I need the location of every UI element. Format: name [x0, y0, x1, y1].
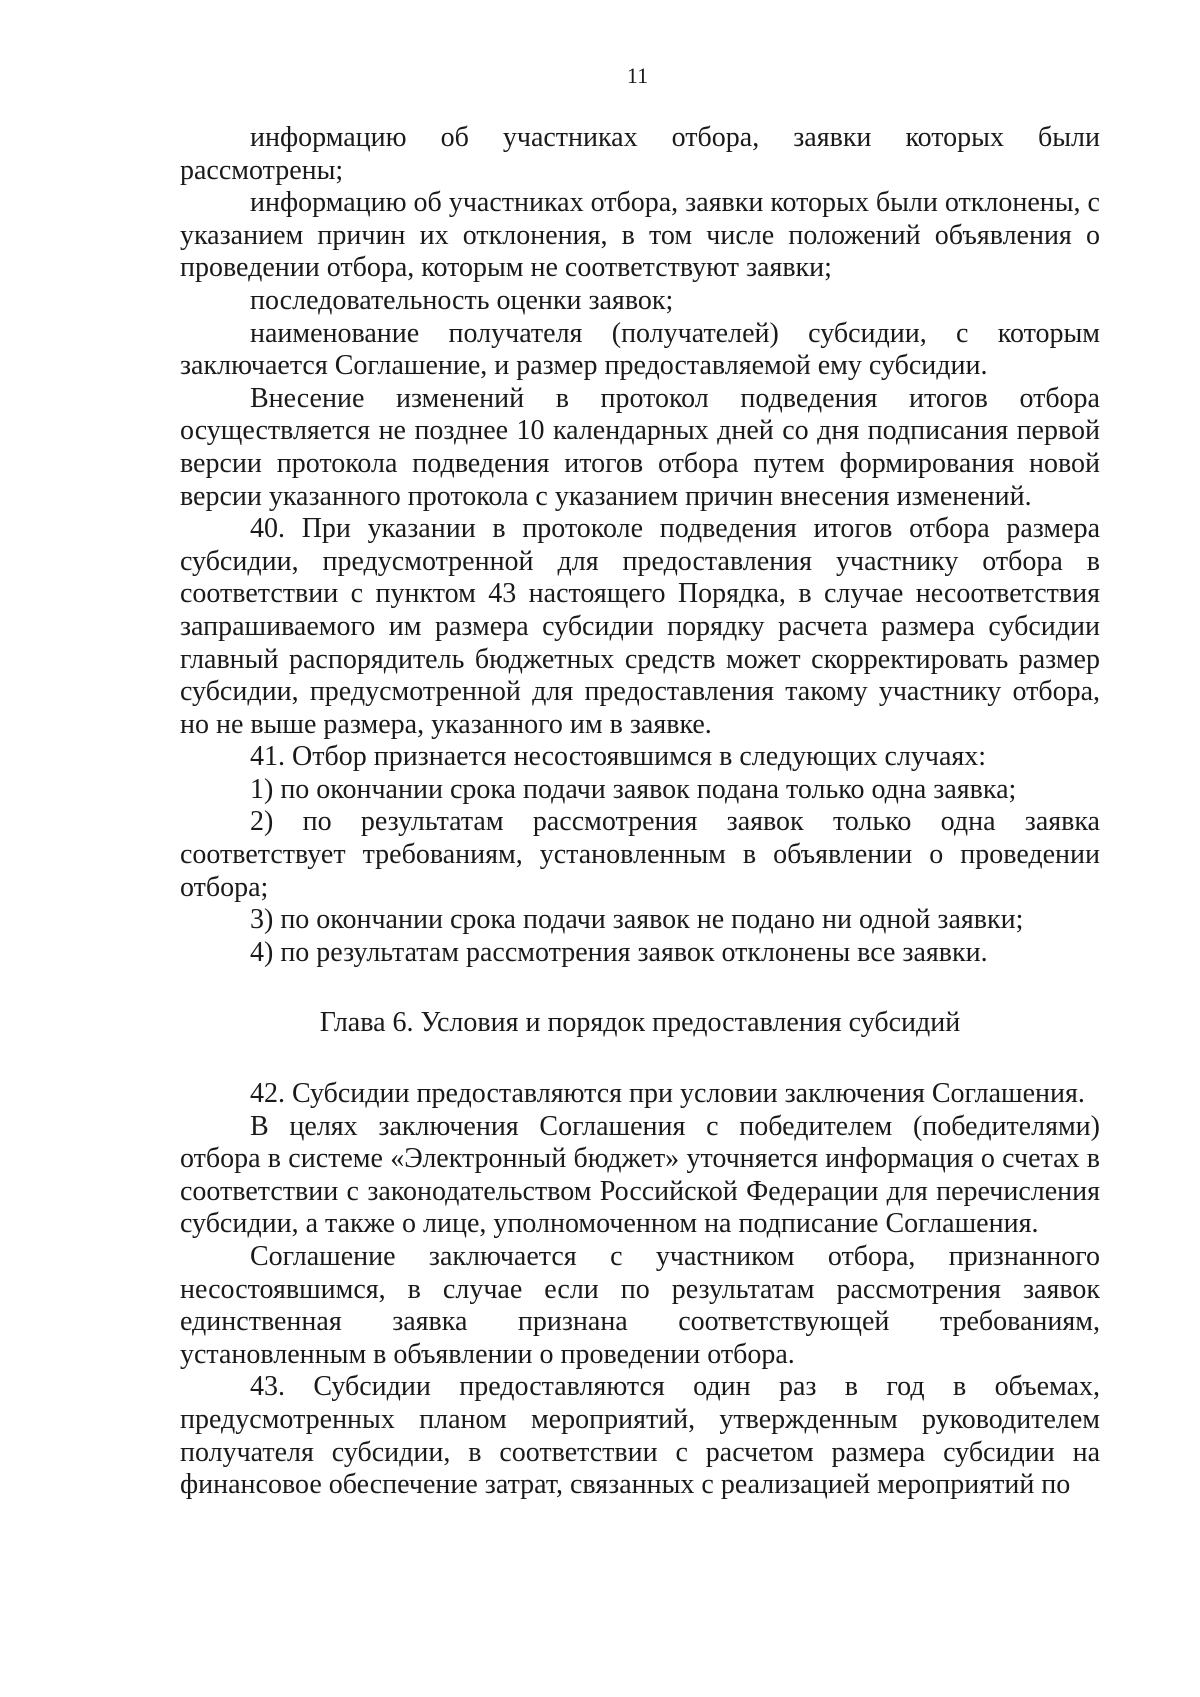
paragraph: В целях заключения Соглашения с победителем (победителями) отбора в системе «Электронный бюджет» уточняется информация о счетах в соответствии с законодательством Российской Федерации для перечисления субсидии, а также о лице, уполномоченном на подписание Соглашения. [180, 1110, 1100, 1240]
paragraph-item-42: 42. Субсидии предоставляются при условии заключения Соглашения. [250, 1078, 1085, 1110]
document-body [180, 122, 1100, 1502]
paragraph-item-43: 43. Субсидии предоставляются один раз в год в объемах, предусмотренных планом мероприятий, утвержденным руководителем получателя субсидии, в соответствии с расчетом размера субсидии на финансовое обеспечение затрат, связанных с реализацией мероприятий по [180, 1371, 1100, 1501]
paragraph: последовательность оценки заявок; [250, 284, 674, 316]
paragraph: информацию об участниках отбора, заявки которых были рассмотрены; [180, 122, 1100, 186]
list-item: 3) по окончании срока подачи заявок не подано ни одной заявки; [250, 904, 1024, 936]
paragraph: Внесение изменений в протокол подведения итогов отбора осуществляется не позднее 10 календарных дней со дня подписания первой версии протокола подведения итогов отбора путем формирования новой версии указанного протокола с указанием причин внесения изменений. [180, 382, 1100, 512]
paragraph: Соглашение заключается с участником отбора, признанного несостоявшимся, в случае если по результатам рассмотрения заявок единственная заявка признана соответствующей требованиям, установленным в объявлении о проведении отбора. [180, 1241, 1100, 1370]
paragraph: информацию об участниках отбора, заявки которых были отклонены, с указанием причин их отклонения, в том числе положений объявления о проведении отбора, которым не соответствуют заявки; [180, 187, 1100, 284]
paragraph: наименование получателя (получателей) субсидии, с которым заключается Соглашение, и размер предоставляемой ему субсидии. [180, 317, 1100, 382]
chapter-title: Глава 6. Условия и порядок предоставления субсидий [319, 1007, 961, 1039]
list-item: 1) по окончании срока подачи заявок подана только одна заявка; [250, 773, 1017, 805]
paragraph-item-40: 40. При указании в протоколе подведения итогов отбора размера субсидии, предусмотренной для предоставления участнику отбора в соответствии с пунктом 43 настоящего Порядка, в случае несоответствия запрашиваемого им размера субсидии порядку расчета размера субсидии главный распорядитель бюджетных средств может скорректировать размер субсидии, предусмотренной для предоставления такому участнику отбора, но не выше размера, указанного им в заявке. [180, 513, 1100, 740]
list-item: 2) по результатам рассмотрения заявок только одна заявка соответствует требованиям, установленным в объявлении о проведении отбора; [180, 806, 1100, 903]
paragraph-item-41: 41. Отбор признается несостоявшимся в следующих случаях: [250, 741, 987, 773]
page-number: 11 [626, 63, 649, 88]
list-item: 4) по результатам рассмотрения заявок отклонены все заявки. [250, 936, 988, 968]
